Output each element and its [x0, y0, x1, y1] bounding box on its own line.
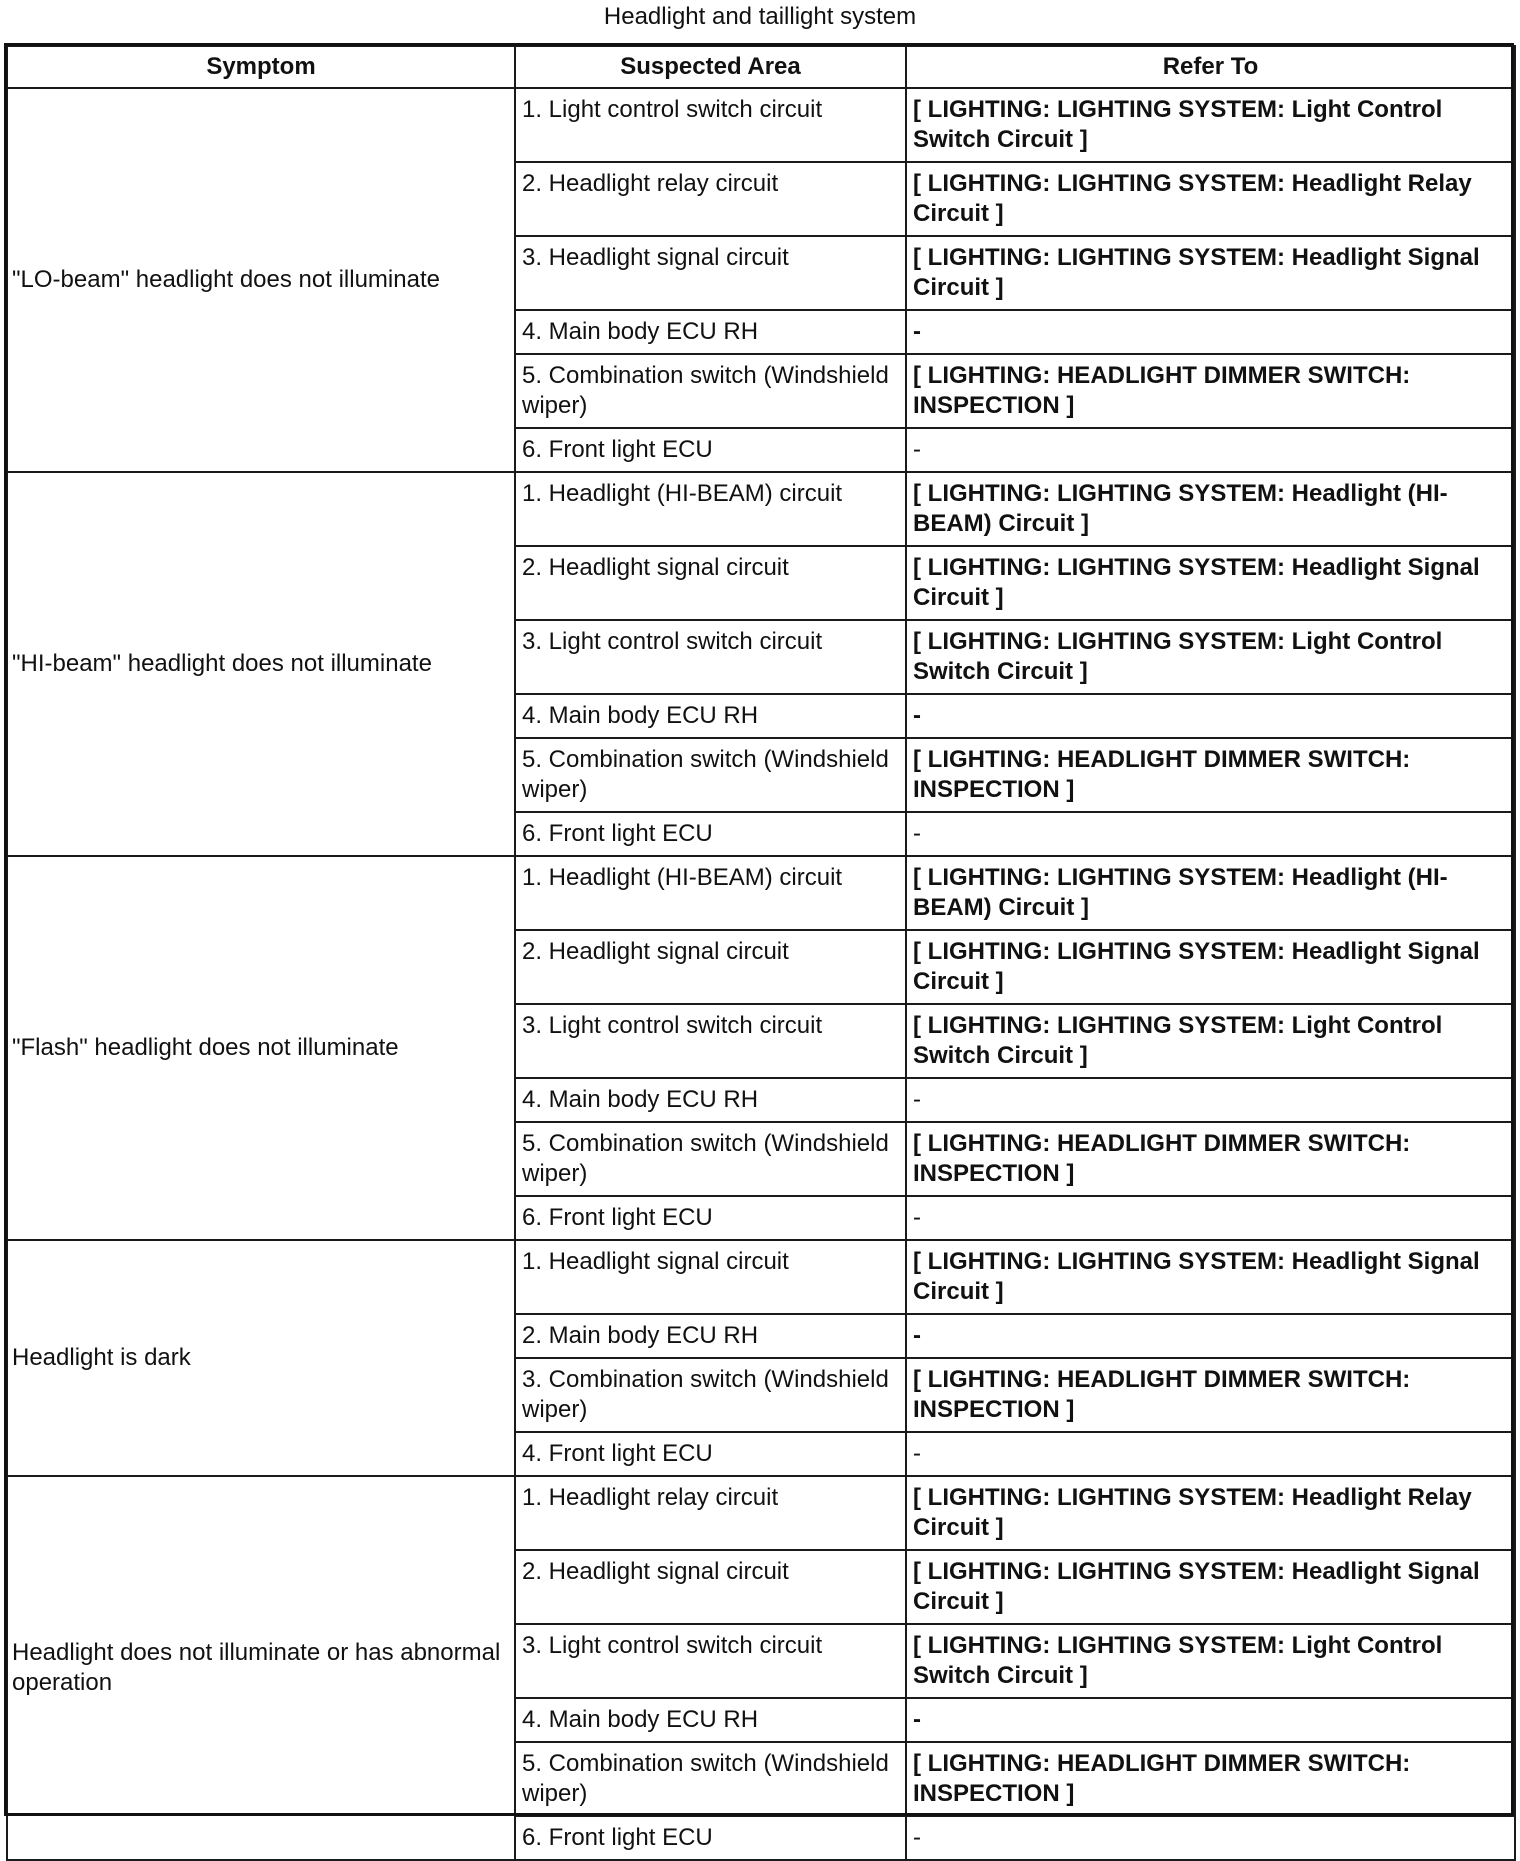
suspected-area-cell: 3. Combination switch (Windshield wiper) — [515, 1358, 906, 1432]
suspected-area-cell: 3. Headlight signal circuit — [515, 236, 906, 310]
suspected-area-cell: 4. Front light ECU — [515, 1432, 906, 1476]
suspected-area-cell: 5. Combination switch (Windshield wiper) — [515, 1742, 906, 1816]
symptom-cell: Headlight does not illuminate or has abnormal operation — [7, 1476, 515, 1860]
table-row — [7, 856, 1515, 930]
table-row — [7, 1240, 1515, 1314]
refer-to-cell: [ LIGHTING: HEADLIGHT DIMMER SWITCH: INSPECTION ] — [906, 738, 1515, 812]
suspected-area-cell: 4. Main body ECU RH — [515, 1078, 906, 1122]
table-row — [7, 472, 1515, 546]
suspected-area-cell: 2. Headlight signal circuit — [515, 1550, 906, 1624]
refer-to-cell: - — [906, 1196, 1515, 1240]
refer-to-cell: - — [906, 812, 1515, 856]
suspected-area-cell: 1. Headlight relay circuit — [515, 1476, 906, 1550]
symptom-cell: Headlight is dark — [7, 1240, 515, 1476]
refer-to-cell: - — [906, 694, 1515, 738]
suspected-area-cell: 4. Main body ECU RH — [515, 1698, 906, 1742]
symptom-cell: "LO-beam" headlight does not illuminate — [7, 88, 515, 472]
suspected-area-cell: 2. Main body ECU RH — [515, 1314, 906, 1358]
suspected-area-cell: 6. Front light ECU — [515, 1196, 906, 1240]
header-row — [7, 46, 1515, 88]
refer-to-cell: [ LIGHTING: LIGHTING SYSTEM: Headlight Relay Circuit ] — [906, 162, 1515, 236]
table-row — [7, 1476, 1515, 1550]
table-body — [7, 88, 1515, 1860]
refer-to-cell: - — [906, 1816, 1515, 1860]
suspected-area-cell: 6. Front light ECU — [515, 1816, 906, 1860]
refer-to-cell: - — [906, 428, 1515, 472]
refer-to-cell: - — [906, 1432, 1515, 1476]
refer-to-cell: - — [906, 1078, 1515, 1122]
refer-to-cell: - — [906, 1698, 1515, 1742]
header-suspected-area: Suspected Area — [515, 46, 906, 88]
suspected-area-cell: 5. Combination switch (Windshield wiper) — [515, 738, 906, 812]
suspected-area-cell: 6. Front light ECU — [515, 812, 906, 856]
suspected-area-cell: 4. Main body ECU RH — [515, 310, 906, 354]
symptom-cell: "Flash" headlight does not illuminate — [7, 856, 515, 1240]
refer-to-cell: [ LIGHTING: HEADLIGHT DIMMER SWITCH: INSPECTION ] — [906, 1742, 1515, 1816]
suspected-area-cell: 2. Headlight signal circuit — [515, 930, 906, 1004]
refer-to-cell: [ LIGHTING: HEADLIGHT DIMMER SWITCH: INSPECTION ] — [906, 1122, 1515, 1196]
refer-to-cell: [ LIGHTING: LIGHTING SYSTEM: Light Control Switch Circuit ] — [906, 1624, 1515, 1698]
suspected-area-cell: 3. Light control switch circuit — [515, 1004, 906, 1078]
suspected-area-cell: 1. Headlight (HI-BEAM) circuit — [515, 472, 906, 546]
refer-to-cell: [ LIGHTING: LIGHTING SYSTEM: Light Control Switch Circuit ] — [906, 1004, 1515, 1078]
suspected-area-cell: 6. Front light ECU — [515, 428, 906, 472]
suspected-area-cell: 3. Light control switch circuit — [515, 620, 906, 694]
suspected-area-cell: 1. Light control switch circuit — [515, 88, 906, 162]
suspected-area-cell: 2. Headlight signal circuit — [515, 546, 906, 620]
suspected-area-cell: 5. Combination switch (Windshield wiper) — [515, 354, 906, 428]
refer-to-cell: [ LIGHTING: LIGHTING SYSTEM: Headlight Signal Circuit ] — [906, 236, 1515, 310]
refer-to-cell: [ LIGHTING: HEADLIGHT DIMMER SWITCH: INSPECTION ] — [906, 1358, 1515, 1432]
suspected-area-cell: 4. Main body ECU RH — [515, 694, 906, 738]
refer-to-cell: [ LIGHTING: LIGHTING SYSTEM: Headlight Signal Circuit ] — [906, 930, 1515, 1004]
refer-to-cell: [ LIGHTING: LIGHTING SYSTEM: Light Control Switch Circuit ] — [906, 620, 1515, 694]
refer-to-cell: - — [906, 1314, 1515, 1358]
suspected-area-cell: 1. Headlight (HI-BEAM) circuit — [515, 856, 906, 930]
suspected-area-cell: 2. Headlight relay circuit — [515, 162, 906, 236]
refer-to-cell: [ LIGHTING: LIGHTING SYSTEM: Headlight Signal Circuit ] — [906, 1550, 1515, 1624]
refer-to-cell: [ LIGHTING: LIGHTING SYSTEM: Headlight (HI-BEAM) Circuit ] — [906, 856, 1515, 930]
suspected-area-cell: 5. Combination switch (Windshield wiper) — [515, 1122, 906, 1196]
table-row — [7, 88, 1515, 162]
refer-to-cell: [ LIGHTING: LIGHTING SYSTEM: Headlight Relay Circuit ] — [906, 1476, 1515, 1550]
refer-to-cell: [ LIGHTING: LIGHTING SYSTEM: Headlight Signal Circuit ] — [906, 546, 1515, 620]
refer-to-cell: [ LIGHTING: LIGHTING SYSTEM: Light Control Switch Circuit ] — [906, 88, 1515, 162]
refer-to-cell: - — [906, 310, 1515, 354]
refer-to-cell: [ LIGHTING: LIGHTING SYSTEM: Headlight Signal Circuit ] — [906, 1240, 1515, 1314]
refer-to-cell: [ LIGHTING: LIGHTING SYSTEM: Headlight (HI-BEAM) Circuit ] — [906, 472, 1515, 546]
header-symptom: Symptom — [7, 46, 515, 88]
header-refer-to: Refer To — [906, 46, 1515, 88]
suspected-area-cell: 1. Headlight signal circuit — [515, 1240, 906, 1314]
suspected-area-cell: 3. Light control switch circuit — [515, 1624, 906, 1698]
troubleshooting-table — [6, 45, 1516, 1861]
symptom-cell: "HI-beam" headlight does not illuminate — [7, 472, 515, 856]
refer-to-cell: [ LIGHTING: HEADLIGHT DIMMER SWITCH: INSPECTION ] — [906, 354, 1515, 428]
table-caption: Headlight and taillight system — [603, 3, 917, 30]
